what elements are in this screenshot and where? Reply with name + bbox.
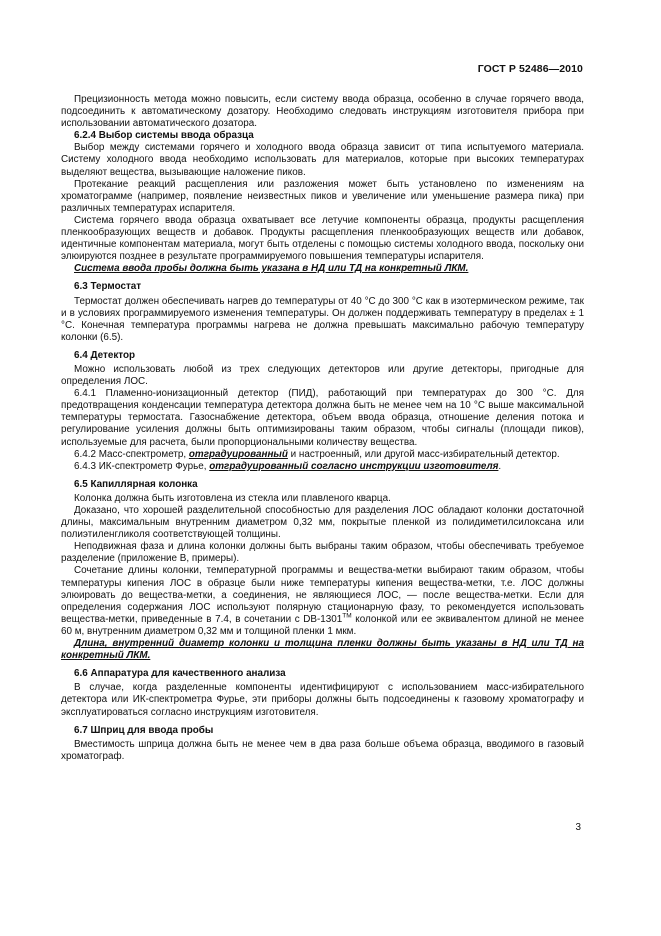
section-heading-6-6: 6.6 Аппаратура для качественного анализа bbox=[74, 668, 286, 680]
text-run: . bbox=[498, 460, 502, 472]
requirement-note: Длина, внутренний диаметр колонки и толщина пленки должны быть указаны в НД или ТД на конкретный ЛКМ. bbox=[61, 638, 584, 662]
emphasis-text: отградуированный bbox=[188, 448, 288, 460]
paragraph-6-4-2 bbox=[61, 449, 584, 461]
text-run: 6.4.2 Масс-спектрометр, bbox=[74, 448, 189, 460]
emphasis-text: отградуированный согласно инструкции изготовителя bbox=[209, 460, 499, 472]
document-id: ГОСТ Р 52486—2010 bbox=[477, 63, 583, 75]
paragraph: Неподвижная фаза и длина колонки должны быть выбраны таким образом, чтобы обеспечивать требуемое разделение (приложение В, примеры). bbox=[61, 541, 584, 565]
paragraph: 6.4.1 Пламенно-ионизационный детектор (ПИД), работающий при температурах до 300 °С. Для предотвращения конденсации температура детектора должна быть не менее чем на 10 °С выше максимальной температуры термостата. Газоснабжение детектора, объем ввода образца, отношение деления потока и регулирование усиления должны быть оптимизированы таким образом, чтобы сигналы (площади пиков), используемые для расчета, были пропорциональными количеству вещества. bbox=[61, 388, 584, 448]
paragraph: В случае, когда разделенные компоненты идентифицируют с использованием масс-избирательного детектора или ИК-спектрометра Фурье, эти приборы должны быть подсоединены к газовому хроматографу и эксплуатироваться согласно инструкциям изготовителя. bbox=[61, 682, 584, 718]
section-heading-6-2-4: 6.2.4 Выбор системы ввода образца bbox=[74, 130, 254, 142]
text-run: 6.4.3 ИК-спектрометр Фурье, bbox=[74, 460, 210, 472]
paragraph bbox=[61, 565, 584, 638]
paragraph: Выбор между системами горячего и холодного ввода образца зависит от типа испытуемого материала. Систему холодного ввода необходимо использовать для материалов, которые при высоких температурах выделяют вещества, вызывающие наложение пиков. bbox=[61, 142, 584, 178]
section-heading-6-5: 6.5 Капиллярная колонка bbox=[74, 478, 198, 490]
requirement-note: Система ввода пробы должна быть указана в НД или ТД на конкретный ЛКМ. bbox=[74, 263, 469, 275]
page-number: 3 bbox=[575, 822, 581, 833]
section-heading-6-3: 6.3 Термостат bbox=[74, 281, 142, 293]
paragraph: Протекание реакций расщепления или разложения может быть установлено по изменениям на хроматограмме (например, появление неизвестных пиков и увеличение или уменьшение размера пика) при различных температурах испарителя. bbox=[61, 178, 584, 214]
paragraph: Термостат должен обеспечивать нагрев до температуры от 40 °С до 300 °С как в изотермическом режиме, так и в условиях программируемого изменения температуры. Он должен поддерживать температуру в пределах ± 1 °С. Конечная температура программы нагрева не должна превышать максимально рабочую температуру колонки (6.5). bbox=[61, 295, 584, 343]
document-body bbox=[61, 94, 584, 763]
section-heading-6-7: 6.7 Шприц для ввода пробы bbox=[74, 724, 214, 736]
paragraph: Колонка должна быть изготовлена из стекла или плавленого кварца. bbox=[74, 492, 391, 504]
text-run: и настроенный, или другой масс-избирательный детектор. bbox=[287, 448, 560, 460]
paragraph: Можно использовать любой из трех следующих детекторов или другие детекторы, пригодные для определения ЛОС. bbox=[61, 363, 584, 388]
paragraph-6-4-3 bbox=[61, 461, 584, 473]
paragraph: Прецизионность метода можно повысить, если систему ввода образца, особенно в случае горячего ввода, подсоединить к автоматическому дозатору. Необходимо следовать инструкциям изготовителя прибора при использовании автоматического дозатора. bbox=[61, 94, 584, 130]
text-run: Сочетание длины колонки, температурной программы и вещества-метки выбирают таким образом, чтобы температуры кипения ЛОС в образце были ниже температуры кипения вещества-метки, т.е. ЛОС должны элюировать до вещества-метки, а соединения, не являющиеся ЛОС, — после вещества-метки. Если для определения содержания ЛОС используют полярную стационарную фазу, то рекомендуется использовать вещества-метки, приведенные в 7.4, в сочетании с DB-1301 bbox=[61, 565, 584, 625]
trademark-superscript: TM bbox=[342, 612, 352, 620]
paragraph: Система горячего ввода образца охватывает все летучие компоненты образца, продукты расщепления пленкообразующих веществ и добавок. Продукты расщепления пленкообразующих веществ или добавок, идентичные компонентам материала, могут быть отделены с помощью системы холодного ввода, поскольку они элюируются позднее в результате программируемого повышения температуры испарителя. bbox=[61, 214, 584, 263]
section-heading-6-4: 6.4 Детектор bbox=[74, 349, 136, 361]
text-run: колонкой или ее эквивалентом длиной не менее 60 м, внутренним диаметром 0,32 мм и толщиной пленки 1 мкм. bbox=[61, 613, 584, 637]
paragraph: Вместимость шприца должна быть не менее чем в два раза больше объема образца, вводимого в газовый хроматограф. bbox=[61, 738, 584, 762]
paragraph: Доказано, что хорошей разделительной способностью для разделения ЛОС обладают колонки достаточной длины, максимальным внутренним диаметром 0,32 мм, покрытые пленкой из полидиметилсилоксана или полиэтиленгликоля соответствующей толщины. bbox=[61, 505, 584, 541]
